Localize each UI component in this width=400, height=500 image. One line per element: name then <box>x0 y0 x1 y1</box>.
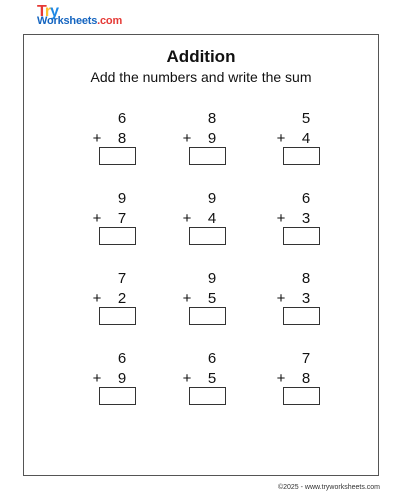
top-number: 6 <box>207 350 217 367</box>
bottom-number: 4 <box>207 210 217 227</box>
addition-problem <box>91 110 151 170</box>
plus-sign: + <box>92 210 102 227</box>
worksheet-title: Addition <box>166 47 236 66</box>
top-number: 6 <box>117 350 127 367</box>
top-number: 9 <box>207 190 217 207</box>
bottom-number: 2 <box>117 290 127 307</box>
addition-problem <box>275 110 335 170</box>
plus-sign: + <box>92 130 102 147</box>
answer-box[interactable] <box>283 387 320 405</box>
answer-box[interactable] <box>99 147 136 165</box>
top-number: 7 <box>117 270 127 287</box>
plus-sign: + <box>182 370 192 387</box>
top-number: 8 <box>207 110 217 127</box>
bottom-number: 5 <box>207 370 217 387</box>
answer-box[interactable] <box>189 147 226 165</box>
answer-box[interactable] <box>99 227 136 245</box>
answer-box[interactable] <box>283 307 320 325</box>
answer-box[interactable] <box>283 227 320 245</box>
addition-problem <box>275 190 335 250</box>
bottom-number: 7 <box>117 210 127 227</box>
plus-sign: + <box>182 290 192 307</box>
top-number: 5 <box>301 110 311 127</box>
bottom-number: 9 <box>117 370 127 387</box>
bottom-number: 5 <box>207 290 217 307</box>
answer-box[interactable] <box>189 387 226 405</box>
addition-problem <box>181 270 241 330</box>
answer-box[interactable] <box>99 307 136 325</box>
worksheet-page <box>23 34 379 476</box>
plus-sign: + <box>92 370 102 387</box>
addition-problem <box>181 190 241 250</box>
addition-problem <box>181 350 241 410</box>
addition-problem <box>91 350 151 410</box>
plus-sign: + <box>276 130 286 147</box>
addition-problem <box>91 190 151 250</box>
site-logo[interactable] <box>37 3 137 29</box>
bottom-number: 3 <box>301 290 311 307</box>
answer-box[interactable] <box>189 227 226 245</box>
bottom-number: 8 <box>301 370 311 387</box>
top-number: 7 <box>301 350 311 367</box>
plus-sign: + <box>182 210 192 227</box>
answer-box[interactable] <box>99 387 136 405</box>
plus-sign: + <box>276 290 286 307</box>
answer-box[interactable] <box>189 307 226 325</box>
worksheet-instruction: Add the numbers and write the sum <box>90 69 312 85</box>
top-number: 9 <box>117 190 127 207</box>
plus-sign: + <box>92 290 102 307</box>
footer-copyright: ©2025 - www.tryworksheets.com <box>277 484 380 491</box>
addition-problem <box>275 270 335 330</box>
addition-problem <box>91 270 151 330</box>
plus-sign: + <box>182 130 192 147</box>
bottom-number: 9 <box>207 130 217 147</box>
top-number: 8 <box>301 270 311 287</box>
bottom-number: 3 <box>301 210 311 227</box>
top-number: 6 <box>301 190 311 207</box>
plus-sign: + <box>276 210 286 227</box>
logo-try-text: Try <box>37 3 59 20</box>
bottom-number: 8 <box>117 130 127 147</box>
addition-problem <box>275 350 335 410</box>
plus-sign: + <box>276 370 286 387</box>
bottom-number: 4 <box>301 130 311 147</box>
logo-worksheets-text: Worksheets.com <box>37 15 123 27</box>
addition-problem <box>181 110 241 170</box>
answer-box[interactable] <box>283 147 320 165</box>
top-number: 9 <box>207 270 217 287</box>
top-number: 6 <box>117 110 127 127</box>
